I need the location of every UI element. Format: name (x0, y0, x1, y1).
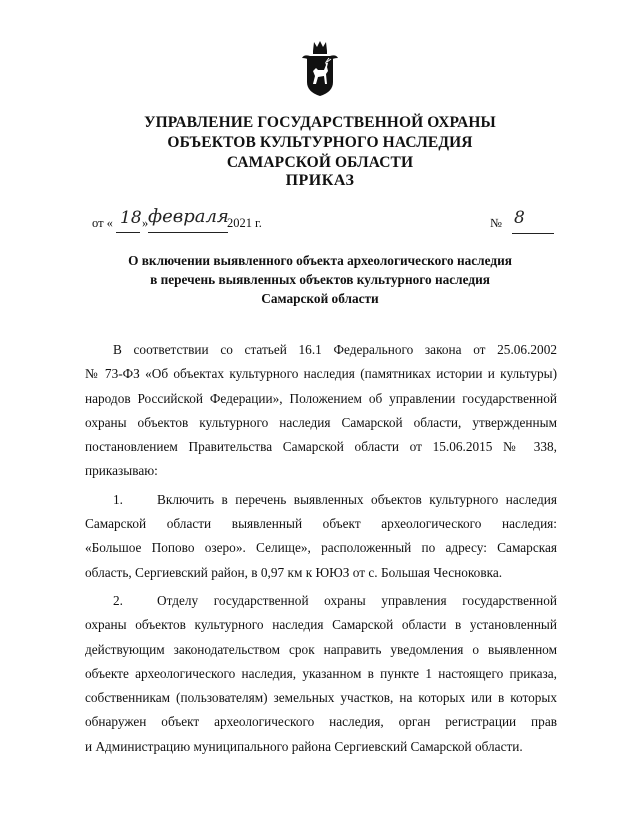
organization-line-3: САМАРСКОЙ ОБЛАСТИ (226, 154, 414, 171)
document-type: ПРИКАЗ (285, 172, 355, 189)
date-day-underline (116, 232, 140, 233)
preamble-line: народов Российской Федерации», Положением об управлении государственной (85, 390, 557, 406)
date-day: 18 (120, 208, 142, 228)
date-prefix: от « (92, 216, 113, 230)
number-label: № (490, 216, 502, 230)
number-underline (512, 233, 554, 234)
item-line: объекте археологического наследия, указанном в пункте 1 настоящего приказа, (85, 665, 557, 681)
date-month-underline (148, 232, 228, 233)
item-2-first-line (85, 589, 557, 613)
preamble-line: № 73-ФЗ «Об объектах культурного наследия (памятниках истории и культуры) (85, 366, 557, 382)
preamble-line: охраны объектов культурного наследия Самарской области, утвержденным (85, 414, 557, 430)
item-1-first-line (85, 488, 557, 512)
samara-coat-of-arms-icon (296, 38, 344, 100)
item-2-paragraph (85, 589, 557, 759)
document-number (490, 208, 560, 234)
item-1-paragraph (85, 488, 557, 585)
item-2-number: 2. (113, 592, 123, 608)
item-line: область, Сергиевский район, в 0,97 км к ЮЮЗ от с. Большая Чесноковка. (85, 564, 503, 580)
date-year: 2021 (227, 216, 252, 230)
number-value: 8 (514, 208, 525, 228)
date-suffix: г. (255, 216, 262, 230)
item-1-number: 1. (113, 491, 123, 507)
item-line: и Администрацию муниципального района Сергиевский Самарской области. (85, 738, 523, 754)
document-date (92, 204, 282, 234)
document-body (85, 338, 557, 759)
document-title (100, 251, 540, 308)
preamble-line: постановлением Правительства Самарской области от 15.06.2015 № 338, (85, 439, 557, 455)
preamble-paragraph (85, 338, 557, 484)
date-month: февраля (148, 206, 229, 227)
title-line-3: Самарской области (261, 291, 379, 306)
item-line: обнаружен объект археологического наследия, орган регистрации прав (85, 714, 557, 730)
item-line: охраны объектов культурного наследия Самарской области в установленный (85, 617, 557, 633)
item-line: Отделу государственной охраны управления государственной (157, 592, 557, 608)
preamble-line: приказываю: (85, 463, 158, 479)
title-line-1: О включении выявленного объекта археологического наследия (128, 253, 512, 268)
title-line-2: в перечень выявленных объектов культурного наследия (150, 272, 490, 287)
item-line: действующим законодательством срок направить уведомления о выявленном (85, 641, 557, 657)
preamble-line: В соответствии со статьей 16.1 Федерального закона от 25.06.2002 (113, 342, 557, 357)
organization-line-2: ОБЪЕКТОВ КУЛЬТУРНОГО НАСЛЕДИЯ (167, 134, 473, 151)
item-line: «Большое Попово озеро». Селище», расположенный по адресу: Самарская (85, 540, 557, 556)
item-line: Самарской области выявленный объект археологического наследия: (85, 516, 557, 532)
item-line: Включить в перечень выявленных объектов культурного наследия (157, 491, 557, 507)
date-mid: » (142, 216, 149, 230)
item-line: собственникам (пользователям) земельных участков, на которых или в которых (85, 690, 557, 706)
organization-name (100, 113, 540, 173)
organization-line-1: УПРАВЛЕНИЕ ГОСУДАРСТВЕННОЙ ОХРАНЫ (144, 114, 496, 131)
